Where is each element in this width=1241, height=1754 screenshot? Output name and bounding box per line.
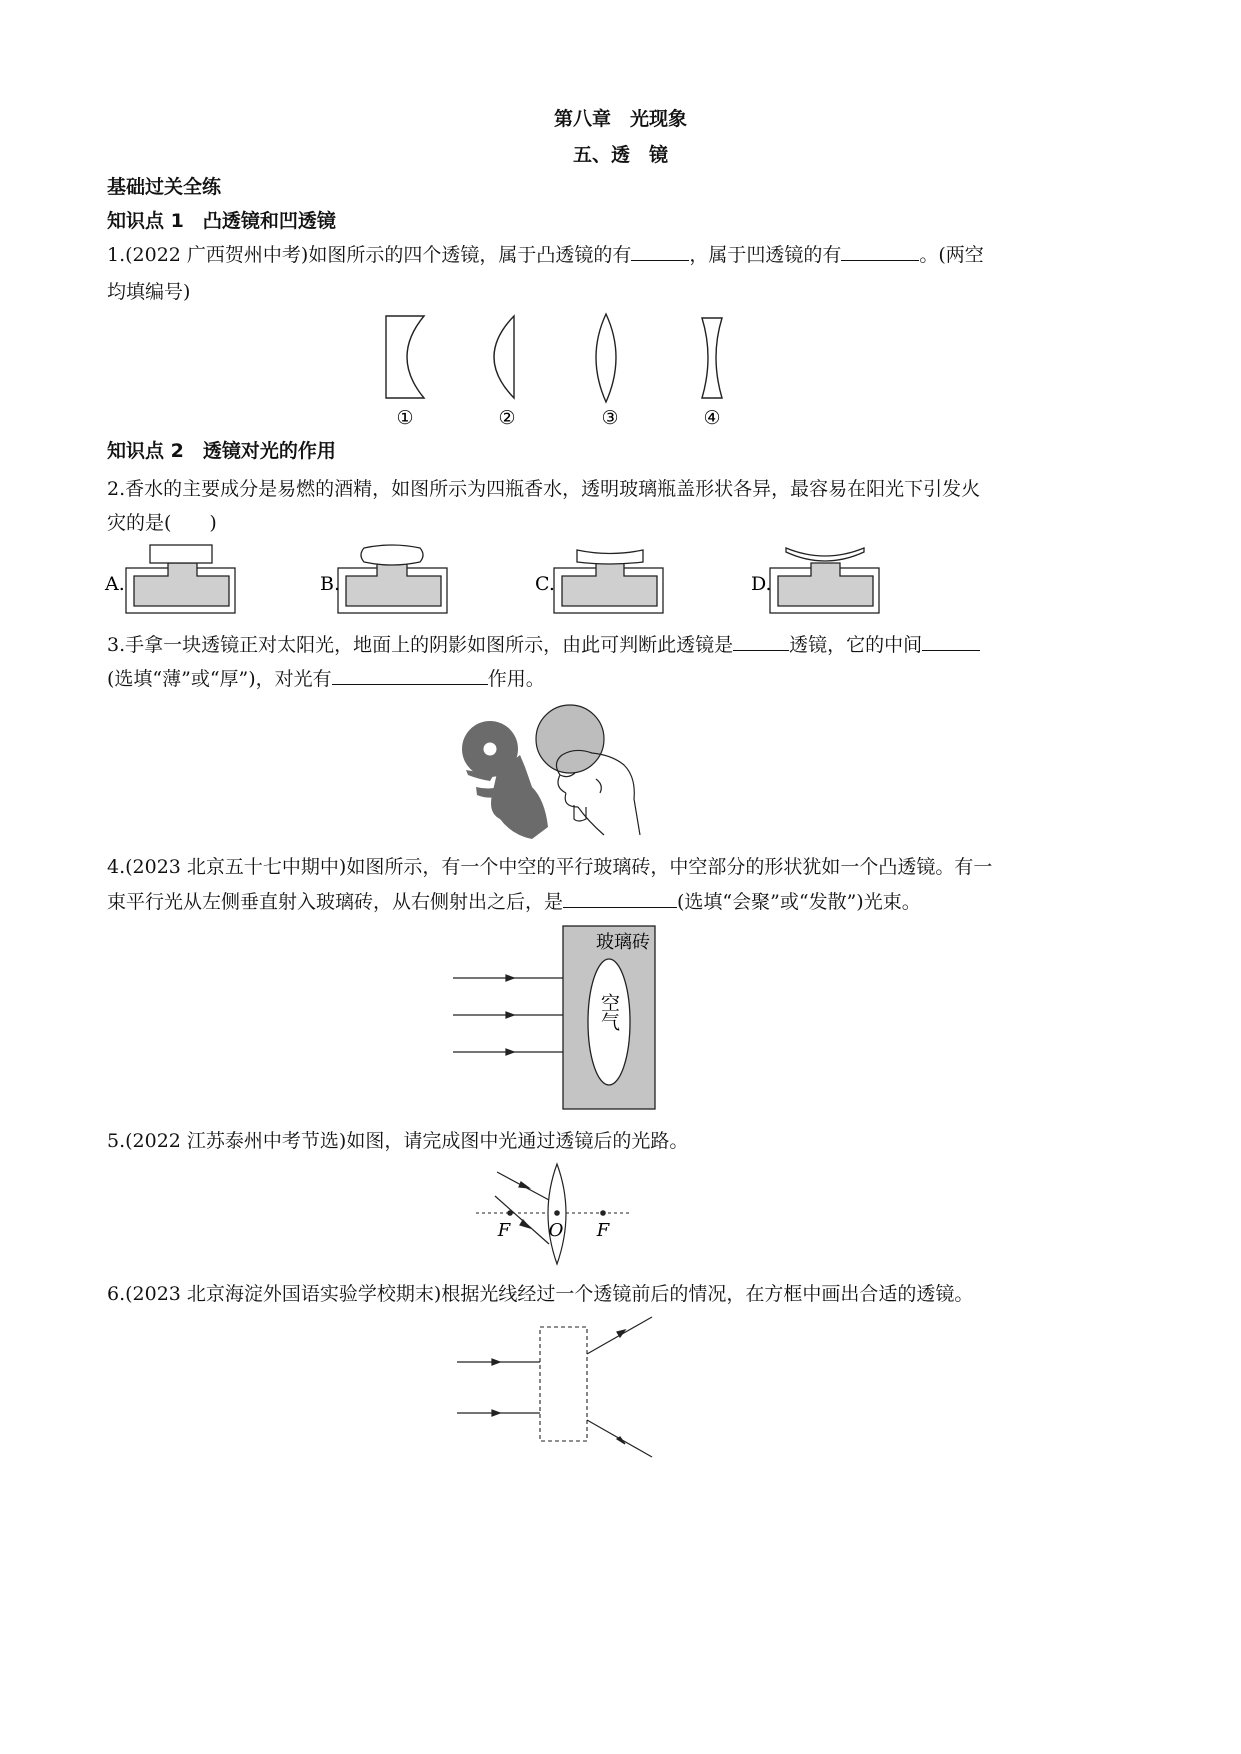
section-title: 五、透 镜	[572, 144, 668, 166]
q4-text-b: (选填“会聚”或“发散”)光束。	[677, 891, 921, 913]
q1-text-line1	[107, 242, 984, 268]
lens-label-2: ②	[498, 407, 516, 429]
q3-text-line2	[107, 666, 545, 692]
bottle-b-cap-convex	[361, 545, 423, 565]
optical-center-point	[554, 1210, 560, 1216]
q2-bottle-figure	[0, 540, 1241, 620]
q5-lens-diagram	[0, 1160, 1241, 1270]
q3-shadow-figure	[0, 695, 1241, 845]
bottle-d-cap-meniscus	[786, 548, 864, 561]
q3-text-b: 透镜，它的中间	[789, 634, 923, 656]
focus-right-label: F	[596, 1220, 610, 1241]
q6-text: 6.(2023 北京海淀外国语实验学校期末)根据光线经过一个透镜前后的情况，在方框中画出合适的透镜。	[107, 1283, 974, 1305]
q4-glass-brick-figure	[0, 922, 1241, 1112]
section-heading: 基础过关全练	[107, 176, 222, 198]
q3-blank-effect[interactable]	[332, 666, 488, 685]
option-c-label: C.	[535, 573, 555, 595]
lens-label-1: ①	[396, 407, 414, 429]
focus-right-point	[600, 1210, 606, 1216]
chapter-title: 第八章 光现象	[553, 108, 687, 130]
q3-text-a: 3.手拿一块透镜正对太阳光，地面上的阴影如图所示，由此可判断此透镜是	[107, 634, 734, 656]
air-label: 空气	[598, 993, 620, 1031]
q1-text-c: 。(两空	[919, 244, 984, 266]
knowledge-point-1: 知识点 1 凸透镜和凹透镜	[107, 210, 336, 232]
focus-left-label: F	[497, 1220, 511, 1241]
lens-label-3: ③	[601, 407, 619, 429]
q3-text-d: 作用。	[487, 668, 545, 690]
option-a-label: A.	[105, 573, 125, 595]
knowledge-point-2: 知识点 2 透镜对光的作用	[107, 440, 336, 462]
q1-text-b: ，属于凹透镜的有	[689, 244, 842, 266]
q6-box-diagram	[0, 1312, 1241, 1472]
q2-text-line2: 灾的是( )	[107, 512, 217, 534]
q1-text-a: 1.(2022 广西贺州中考)如图所示的四个透镜，属于凸透镜的有	[107, 244, 632, 266]
option-d-label: D.	[751, 573, 772, 595]
q4-text-a: 束平行光从左侧垂直射入玻璃砖，从右侧射出之后，是	[107, 891, 564, 913]
q2-text-line1: 2.香水的主要成分是易燃的酒精，如图所示为四瓶香水，透明玻璃瓶盖形状各异，最容易在阳光下引发火	[107, 478, 981, 500]
glass-brick-label: 玻璃砖	[596, 932, 650, 953]
q4-text-line1: 4.(2023 北京五十七中期中)如图所示，有一个中空的平行玻璃砖，中空部分的形状犹如一个凸透镜。有一	[107, 856, 993, 878]
q4-blank-beam[interactable]	[563, 889, 677, 908]
option-b-label: B.	[320, 573, 341, 595]
q3-blank-lens-type[interactable]	[733, 632, 789, 651]
bottle-c-cap-concave	[577, 550, 643, 564]
q3-blank-thickness[interactable]	[922, 632, 980, 651]
lens-3-shape	[596, 314, 616, 402]
q4-text-line2	[107, 889, 921, 915]
q1-lens-figure	[0, 312, 1241, 432]
q3-text-c: (选填“薄”或“厚”)，对光有	[107, 668, 332, 690]
center-label: O	[548, 1220, 564, 1241]
q3-text-line1	[107, 632, 980, 658]
lens-2-shape	[494, 316, 514, 398]
q1-text-line2: 均填编号)	[107, 281, 191, 303]
shadow-bright-spot	[484, 743, 497, 756]
bottle-a-cap-flat	[150, 545, 212, 563]
lens-1-shape	[386, 316, 424, 398]
lens-label-4: ④	[703, 407, 721, 429]
lens-answer-box[interactable]	[540, 1327, 587, 1441]
q1-blank-convex[interactable]	[631, 242, 689, 261]
held-lens	[536, 705, 604, 773]
focus-left-point	[507, 1210, 513, 1216]
q1-blank-concave[interactable]	[841, 242, 919, 261]
q5-text: 5.(2022 江苏泰州中考节选)如图，请完成图中光通过透镜后的光路。	[107, 1130, 689, 1152]
lens-shadow	[462, 721, 548, 839]
lens-4-shape	[702, 318, 722, 398]
